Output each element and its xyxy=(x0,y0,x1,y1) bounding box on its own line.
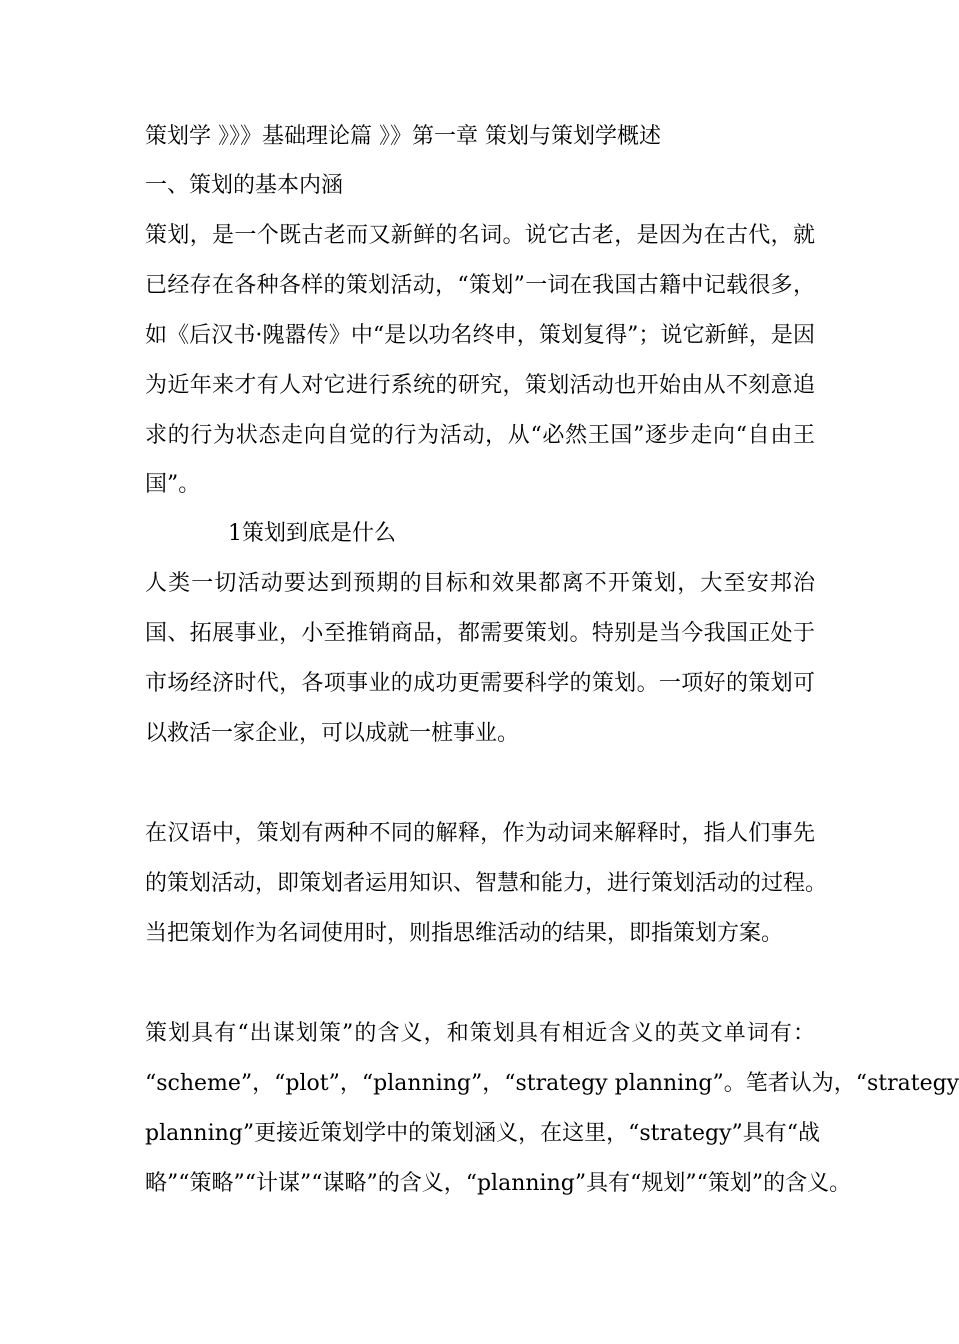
paragraph-line: 为近年来才有人对它进行系统的研究，策划活动也开始由从不刻意追 xyxy=(145,373,815,398)
paragraph-line: 在汉语中，策划有两种不同的解释，作为动词来解释时，指人们事先 xyxy=(145,821,815,846)
paragraph-line: “scheme”，“plot”，“planning”，“strategy planning”。笔者认为，“strategy xyxy=(145,1071,959,1096)
paragraph-line: 当把策划作为名词使用时，则指思维活动的结果，即指策划方案。 xyxy=(145,921,784,946)
paragraph-line: 已经存在各种各样的策划活动，“策划”一词在我国古籍中记载很多， xyxy=(145,273,815,298)
paragraph-line: 人类一切活动要达到预期的目标和效果都离不开策划，大至安邦治 xyxy=(145,571,815,596)
breadcrumb: 策划学 》》》基础理论篇 》》第一章 策划与策划学概述 xyxy=(145,124,661,149)
paragraph-line: 国”。 xyxy=(145,472,201,497)
paragraph-line: 求的行为状态走向自觉的行为活动，从“必然王国”逐步走向“自由王 xyxy=(145,423,815,448)
paragraph-line: 以救活一家企业，可以成就一桩事业。 xyxy=(145,721,520,746)
paragraph-line: 的策划活动，即策划者运用知识、智慧和能力，进行策划活动的过程。 xyxy=(145,871,828,896)
paragraph-line: 策划，是一个既古老而又新鲜的名词。说它古老，是因为在古代，就 xyxy=(145,223,815,248)
paragraph-line: 市场经济时代，各项事业的成功更需要科学的策划。一项好的策划可 xyxy=(145,671,815,696)
paragraph-line: 策划具有“出谋划策”的含义，和策划具有相近含义的英文单词有： xyxy=(145,1021,815,1046)
paragraph-line: planning”更接近策划学中的策划涵义，在这里，“strategy”具有“战 xyxy=(145,1121,820,1146)
section-heading: 一、策划的基本内涵 xyxy=(145,173,344,198)
paragraph-line: 如《后汉书·隗嚣传》中“是以功名终申，策划复得”；说它新鲜，是因 xyxy=(145,323,815,348)
paragraph-line: 略”“策略”“计谋”“谋略”的含义，“planning”具有“规划”“策划”的含义。 xyxy=(145,1171,852,1196)
paragraph-line: 国、拓展事业，小至推销商品，都需要策划。特别是当今我国正处于 xyxy=(145,621,815,646)
subheading: 1策划到底是什么 xyxy=(228,521,396,546)
